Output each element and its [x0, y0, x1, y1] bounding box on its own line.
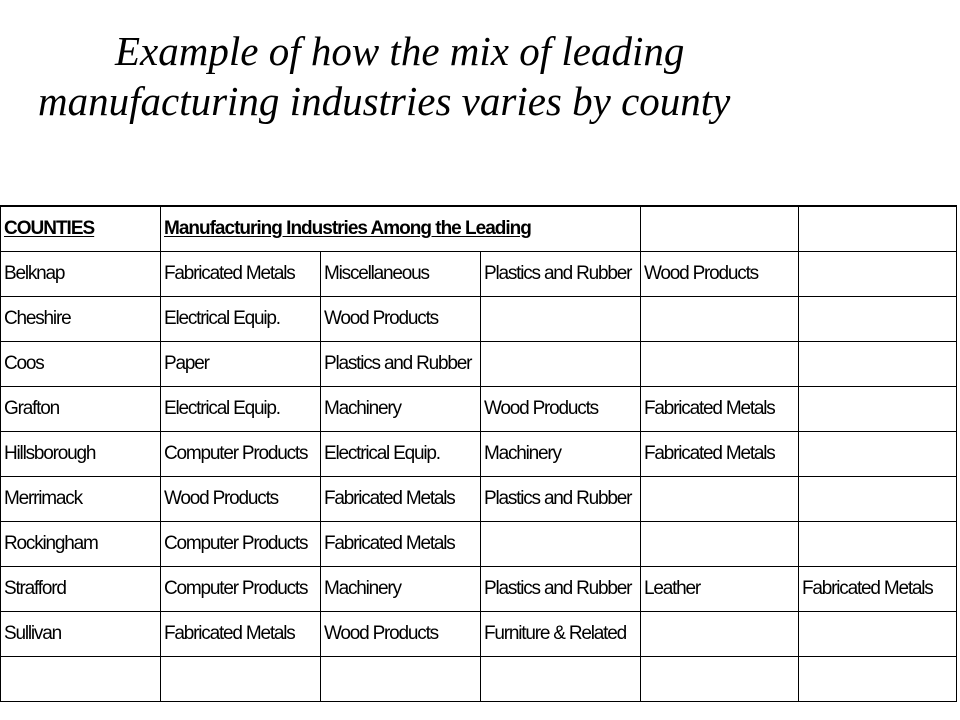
industry-cell	[799, 387, 957, 432]
county-cell: Coos	[1, 342, 161, 387]
slide-title-line-2: manufacturing industries varies by county	[38, 78, 731, 124]
industry-cell: Plastics and Rubber	[481, 567, 641, 612]
industry-cell: Wood Products	[321, 612, 481, 657]
industry-cell: Machinery	[481, 432, 641, 477]
table-header-row	[1, 206, 957, 252]
industry-cell	[799, 252, 957, 297]
industry-cell	[481, 297, 641, 342]
industry-cell: Wood Products	[321, 297, 481, 342]
table-row	[1, 612, 957, 657]
table-row	[1, 342, 957, 387]
header-counties: COUNTIES	[1, 206, 161, 252]
industry-cell	[799, 522, 957, 567]
industry-cell	[641, 612, 799, 657]
industry-cell	[799, 432, 957, 477]
header-industries: Manufacturing Industries Among the Leading	[161, 206, 641, 252]
industry-cell	[799, 657, 957, 702]
industry-cell	[641, 297, 799, 342]
industries-table	[0, 205, 957, 702]
industry-cell: Electrical Equip.	[321, 432, 481, 477]
industry-cell	[799, 342, 957, 387]
county-cell: Hillsborough	[1, 432, 161, 477]
table-row	[1, 657, 957, 702]
table-row	[1, 522, 957, 567]
industry-cell	[481, 522, 641, 567]
industry-cell	[641, 342, 799, 387]
industry-cell: Plastics and Rubber	[481, 252, 641, 297]
industry-cell: Wood Products	[481, 387, 641, 432]
county-cell: Sullivan	[1, 612, 161, 657]
table-row	[1, 567, 957, 612]
table-row	[1, 297, 957, 342]
table-row	[1, 387, 957, 432]
county-cell: Grafton	[1, 387, 161, 432]
table-row	[1, 432, 957, 477]
industry-cell: Electrical Equip.	[161, 297, 321, 342]
industry-cell: Fabricated Metals	[321, 522, 481, 567]
table-row	[1, 477, 957, 522]
county-cell: Merrimack	[1, 477, 161, 522]
industry-cell	[799, 297, 957, 342]
industry-cell	[799, 477, 957, 522]
county-cell	[1, 657, 161, 702]
industry-cell: Wood Products	[161, 477, 321, 522]
industry-cell: Plastics and Rubber	[321, 342, 481, 387]
industry-cell: Fabricated Metals	[641, 432, 799, 477]
industry-cell	[641, 522, 799, 567]
industry-cell: Leather	[641, 567, 799, 612]
industry-cell: Miscellaneous	[321, 252, 481, 297]
industry-cell: Electrical Equip.	[161, 387, 321, 432]
industry-cell	[481, 342, 641, 387]
industry-cell: Computer Products	[161, 432, 321, 477]
industry-cell: Wood Products	[641, 252, 799, 297]
slide-title-line-1: Example of how the mix of leading	[115, 28, 685, 74]
industry-cell	[321, 657, 481, 702]
county-cell: Cheshire	[1, 297, 161, 342]
county-cell: Strafford	[1, 567, 161, 612]
industry-cell: Plastics and Rubber	[481, 477, 641, 522]
industry-cell	[799, 612, 957, 657]
industry-cell: Fabricated Metals	[799, 567, 957, 612]
industry-cell	[641, 657, 799, 702]
slide-title	[0, 26, 960, 126]
industry-cell: Fabricated Metals	[641, 387, 799, 432]
table-row	[1, 252, 957, 297]
industry-cell	[641, 477, 799, 522]
industry-cell: Computer Products	[161, 567, 321, 612]
industry-cell: Machinery	[321, 387, 481, 432]
county-cell: Belknap	[1, 252, 161, 297]
table-cell	[641, 206, 799, 252]
industry-cell: Furniture & Related	[481, 612, 641, 657]
industry-cell: Machinery	[321, 567, 481, 612]
industry-cell	[481, 657, 641, 702]
industry-cell: Fabricated Metals	[161, 612, 321, 657]
industry-cell: Computer Products	[161, 522, 321, 567]
table-cell	[799, 206, 957, 252]
industry-cell: Fabricated Metals	[161, 252, 321, 297]
industry-cell	[161, 657, 321, 702]
county-cell: Rockingham	[1, 522, 161, 567]
industry-cell: Fabricated Metals	[321, 477, 481, 522]
industry-cell: Paper	[161, 342, 321, 387]
